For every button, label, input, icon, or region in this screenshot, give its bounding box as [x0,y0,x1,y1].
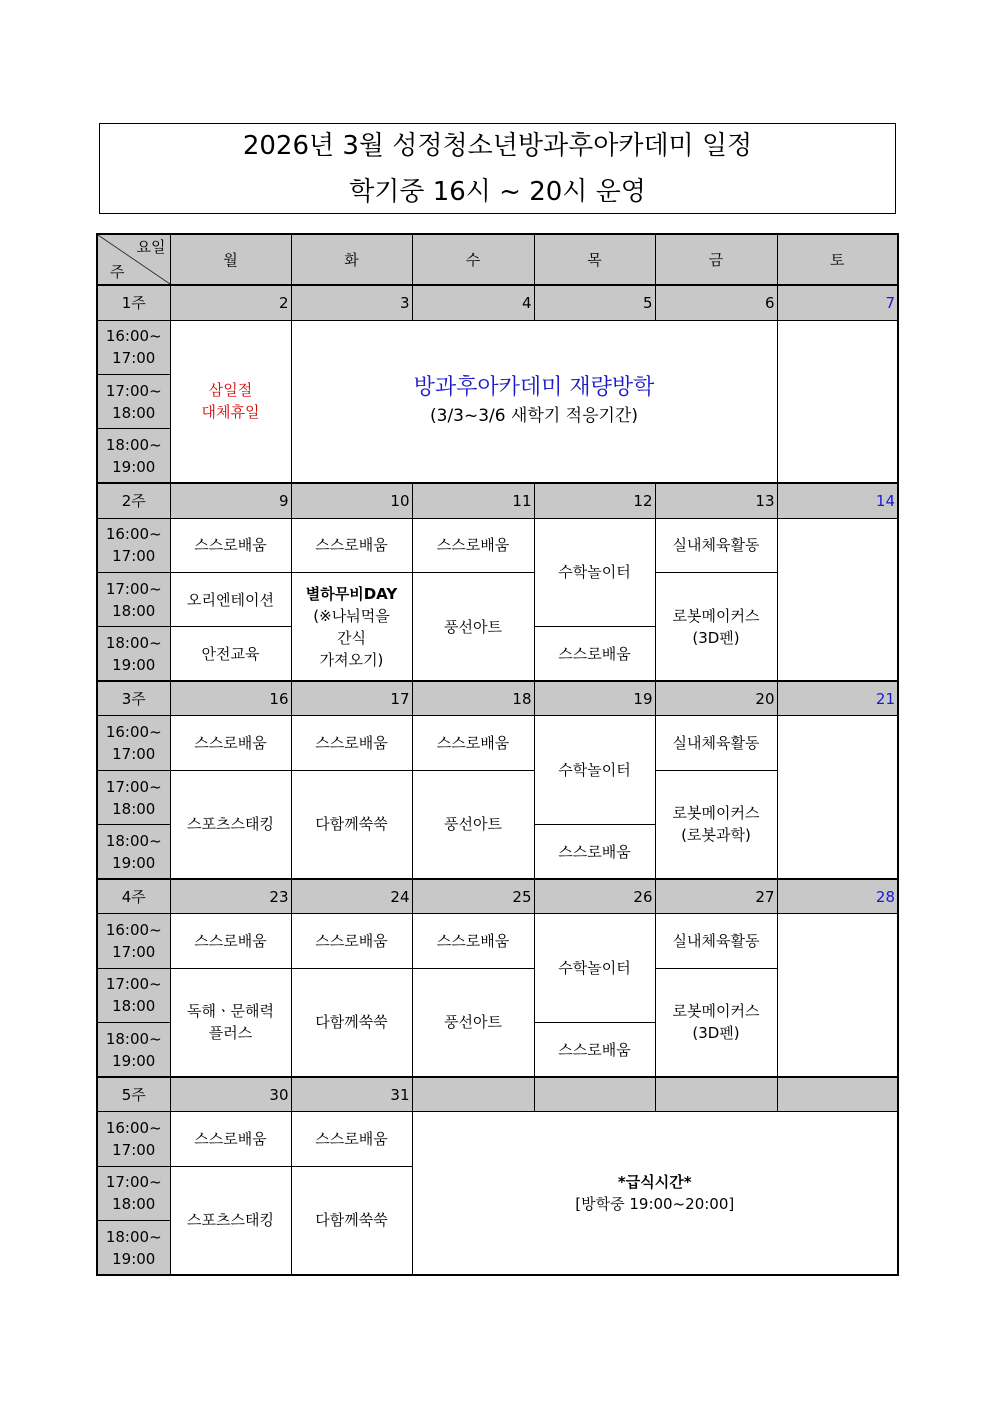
time-slot: 16:00~ 17:00 [97,914,170,968]
activity-cell: 스스로배움 [170,1112,291,1166]
saturday-empty [777,914,898,1077]
day-header-wed: 수 [412,234,534,285]
time-slot: 16:00~ 17:00 [97,1112,170,1166]
activity-cell: 스스로배움 [534,1023,655,1077]
date-cell: 10 [291,483,412,518]
meal-time-title: *급식시간* [617,1173,692,1192]
activity-cell: 스스로배움 [412,518,534,572]
page-title: 2026년 3월 성정청소년방과후아카데미 일정 [242,131,753,161]
date-cell: 24 [291,879,412,914]
week-row [97,681,898,716]
week-row [97,1077,898,1112]
holiday-cell: 삼일절 대체휴일 [170,320,291,483]
activity-cell: 로봇메이커스 (로봇과학) [655,770,777,879]
vacation-subtitle: (3/3~3/6 새학기 적응기간) [430,406,638,427]
time-slot: 18:00~ 19:00 [97,825,170,879]
date-cell [412,1077,534,1112]
movie-day-cell [291,572,412,681]
activity-cell: 로봇메이커스 (3D펜) [655,572,777,681]
corner-day-label: 요일 [136,238,166,256]
activity-cell: 다함께쑥쑥 [291,1166,412,1275]
activity-cell: 스스로배움 [412,914,534,968]
week-row [97,483,898,518]
title-box [99,123,896,214]
activity-cell: 수학놀이터 [534,914,655,1023]
activity-cell: 실내체육활동 [655,914,777,968]
activity-cell: 수학놀이터 [534,518,655,627]
activity-cell: 로봇메이커스 (3D펜) [655,968,777,1077]
date-cell: 27 [655,879,777,914]
activity-cell: 스포츠스태킹 [170,1166,291,1275]
week-label: 1주 [97,285,170,320]
activity-cell: 스스로배움 [291,914,412,968]
activity-cell: 스포츠스태킹 [170,770,291,879]
time-slot: 16:00~ 17:00 [97,716,170,770]
activity-cell: 수학놀이터 [534,716,655,825]
time-slot: 17:00~ 18:00 [97,968,170,1022]
activity-cell: 스스로배움 [170,914,291,968]
date-cell: 20 [655,681,777,716]
activity-cell: 다함께쑥쑥 [291,968,412,1077]
vacation-title: 방과후아카데미 재량방학 [413,375,655,401]
activity-cell: 스스로배움 [534,627,655,681]
date-cell: 9 [170,483,291,518]
header-row [97,234,898,285]
date-cell-saturday: 14 [777,483,898,518]
activity-cell: 안전교육 [170,627,291,681]
time-slot: 18:00~ 19:00 [97,627,170,681]
time-slot: 17:00~ 18:00 [97,375,170,429]
date-cell: 3 [291,285,412,320]
activity-cell: 스스로배움 [291,1112,412,1166]
week-label: 5주 [97,1077,170,1112]
schedule-table [96,233,899,1276]
date-cell: 31 [291,1077,412,1112]
day-header-tue: 화 [291,234,412,285]
date-cell: 11 [412,483,534,518]
week-label: 2주 [97,483,170,518]
week-label: 3주 [97,681,170,716]
activity-cell: 스스로배움 [291,716,412,770]
date-cell: 2 [170,285,291,320]
date-cell-saturday: 28 [777,879,898,914]
saturday-empty [777,716,898,879]
activity-cell: 풍선아트 [412,770,534,879]
activity-cell: 스스로배움 [170,518,291,572]
date-cell [655,1077,777,1112]
time-slot: 18:00~ 19:00 [97,429,170,483]
day-header-sat: 토 [777,234,898,285]
date-cell-saturday: 7 [777,285,898,320]
date-cell: 18 [412,681,534,716]
time-slot: 16:00~ 17:00 [97,320,170,374]
date-cell: 4 [412,285,534,320]
date-cell: 12 [534,483,655,518]
activity-cell: 오리엔테이션 [170,572,291,626]
meal-time-detail: [방학중 19:00~20:00] [575,1195,735,1214]
page-subtitle: 학기중 16시 ~ 20시 운영 [349,177,646,207]
time-slot: 18:00~ 19:00 [97,1023,170,1077]
week-row [97,879,898,914]
vacation-notice [291,320,777,483]
activity-cell: 다함께쑥쑥 [291,770,412,879]
date-cell: 19 [534,681,655,716]
day-header-thu: 목 [534,234,655,285]
day-header-mon: 월 [170,234,291,285]
activity-cell: 풍선아트 [412,968,534,1077]
date-cell: 30 [170,1077,291,1112]
activity-cell: 스스로배움 [170,716,291,770]
date-cell: 17 [291,681,412,716]
activity-cell: 실내체육활동 [655,716,777,770]
week-label: 4주 [97,879,170,914]
date-cell: 26 [534,879,655,914]
time-slot: 17:00~ 18:00 [97,770,170,824]
movie-day-title: 별하무비DAY [305,584,398,603]
activity-cell: 풍선아트 [412,572,534,681]
time-slot: 17:00~ 18:00 [97,1166,170,1220]
activity-cell: 스스로배움 [412,716,534,770]
day-header-fri: 금 [655,234,777,285]
activity-cell: 스스로배움 [534,825,655,879]
activity-cell: 실내체육활동 [655,518,777,572]
date-cell: 5 [534,285,655,320]
date-cell-saturday: 21 [777,681,898,716]
week-row [97,285,898,320]
time-slot: 16:00~ 17:00 [97,518,170,572]
corner-week-label: 주 [110,263,125,282]
date-cell: 13 [655,483,777,518]
saturday-empty [777,320,898,483]
corner-cell [97,234,170,285]
date-cell: 25 [412,879,534,914]
activity-cell: 스스로배움 [291,518,412,572]
date-cell [534,1077,655,1112]
movie-day-note: (※나눠먹을 간식 가져오기) [313,606,390,669]
date-cell: 23 [170,879,291,914]
meal-time-notice [412,1112,898,1275]
date-cell-saturday [777,1077,898,1112]
date-cell: 6 [655,285,777,320]
time-slot: 17:00~ 18:00 [97,572,170,626]
activity-cell: 독해ㆍ문해력 플러스 [170,968,291,1077]
time-slot: 18:00~ 19:00 [97,1221,170,1275]
saturday-empty [777,518,898,681]
date-cell: 16 [170,681,291,716]
